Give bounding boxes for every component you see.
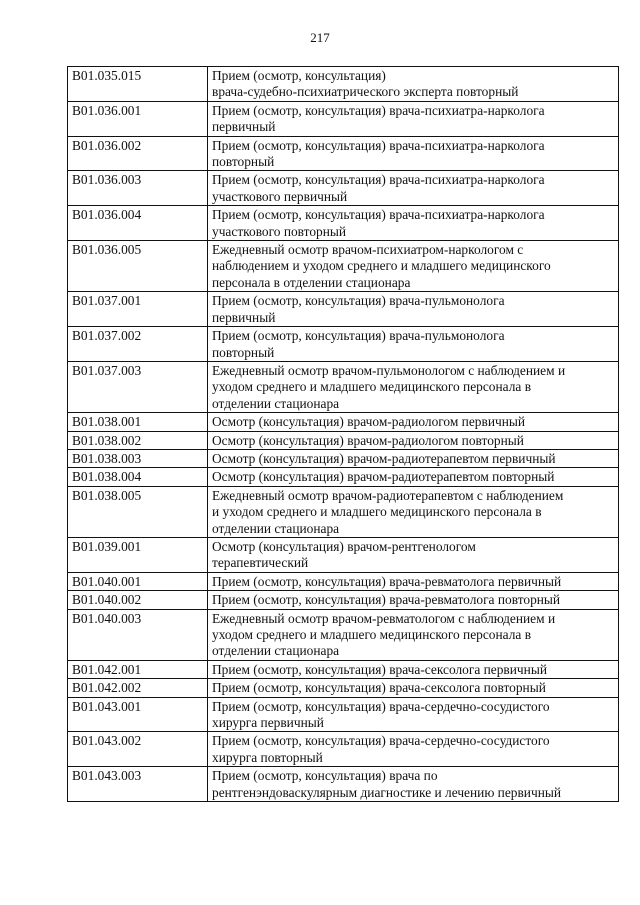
- service-description-line: Прием (осмотр, консультация) врача-сердечно-сосудистого: [212, 733, 550, 749]
- table-row: [68, 537, 619, 572]
- service-description-line: Прием (осмотр, консультация) врача по: [212, 768, 438, 784]
- service-description-line: Прием (осмотр, консультация): [212, 68, 386, 83]
- service-description-line: Осмотр (консультация) врачом-радиотерапевтом повторный: [212, 469, 555, 485]
- service-code: B01.036.003: [68, 171, 208, 206]
- table-row: [68, 206, 619, 241]
- service-code: B01.038.004: [68, 468, 208, 486]
- service-description: [208, 449, 619, 467]
- service-description: [208, 101, 619, 136]
- service-description-line: Ежедневный осмотр врачом-ревматологом с наблюдением и: [212, 610, 556, 626]
- table-row: [68, 609, 619, 660]
- service-description: [208, 431, 619, 449]
- service-description: [208, 468, 619, 486]
- table-row: [68, 361, 619, 412]
- service-code: B01.037.001: [68, 292, 208, 327]
- service-code: B01.040.002: [68, 591, 208, 609]
- table-row: [68, 431, 619, 449]
- service-description-line: участкового первичный: [212, 188, 348, 204]
- service-description-line: отделении стационара: [212, 395, 340, 411]
- service-description: [208, 292, 619, 327]
- service-code: B01.035.015: [68, 67, 208, 102]
- table-row: [68, 572, 619, 590]
- table-row: [68, 101, 619, 136]
- service-code: B01.037.002: [68, 327, 208, 362]
- table-row: [68, 679, 619, 697]
- service-description-line: участкового повторный: [212, 223, 347, 239]
- service-code: B01.036.005: [68, 241, 208, 292]
- service-code: B01.037.003: [68, 361, 208, 412]
- service-code: B01.038.002: [68, 431, 208, 449]
- service-description-line: терапевтический: [212, 555, 309, 571]
- service-code: B01.043.002: [68, 732, 208, 767]
- service-description-line: Осмотр (консультация) врачом-радиологом повторный: [212, 432, 524, 448]
- service-description-line: врача-судебно-психиатрического эксперта повторный: [212, 84, 519, 100]
- service-description-line: хирурга повторный: [212, 749, 323, 765]
- service-description: [208, 660, 619, 678]
- page-number: 217: [310, 30, 330, 45]
- table-row: [68, 697, 619, 732]
- service-description-line: Осмотр (консультация) врачом-рентгенологом: [212, 538, 476, 554]
- service-description-line: рентгенэндоваскулярным диагностике и лечению первичный: [212, 784, 562, 800]
- table-row: [68, 136, 619, 171]
- service-description-line: Ежедневный осмотр врачом-радиотерапевтом с наблюдением: [212, 487, 564, 503]
- table-row: [68, 67, 619, 102]
- service-description-line: отделении стационара: [212, 520, 340, 536]
- table-row: [68, 413, 619, 431]
- service-description: [208, 732, 619, 767]
- service-description: [208, 136, 619, 171]
- service-description: [208, 361, 619, 412]
- table-row: [68, 171, 619, 206]
- service-description-line: Прием (осмотр, консультация) врача-пульмонолога: [212, 293, 505, 309]
- service-code: B01.039.001: [68, 537, 208, 572]
- service-description: [208, 609, 619, 660]
- service-description: [208, 413, 619, 431]
- service-description: [208, 171, 619, 206]
- service-description-line: наблюдением и уходом среднего и младшего медицинского: [212, 258, 551, 274]
- service-description-line: Прием (осмотр, консультация) врача-сексолога первичный: [212, 661, 547, 677]
- service-description-line: Прием (осмотр, консультация) врача-ревматолога первичный: [212, 573, 562, 589]
- service-description-line: Прием (осмотр, консультация) врача-психиатра-нарколога: [212, 172, 545, 188]
- service-description-line: Прием (осмотр, консультация) врача-сердечно-сосудистого: [212, 698, 550, 714]
- service-code: B01.038.003: [68, 449, 208, 467]
- table-row: [68, 292, 619, 327]
- service-description-line: Прием (осмотр, консультация) врача-психиатра-нарколога: [212, 137, 545, 153]
- service-code: B01.040.001: [68, 572, 208, 590]
- service-description: [208, 67, 619, 102]
- services-table-body: [68, 67, 619, 802]
- service-description: [208, 206, 619, 241]
- service-description: [208, 537, 619, 572]
- service-description-line: отделении стационара: [212, 643, 340, 659]
- service-description: [208, 697, 619, 732]
- table-row: [68, 468, 619, 486]
- table-row: [68, 660, 619, 678]
- service-code: B01.043.001: [68, 697, 208, 732]
- service-description: [208, 591, 619, 609]
- service-description: [208, 241, 619, 292]
- service-description-line: Прием (осмотр, консультация) врача-пульмонолога: [212, 328, 505, 344]
- service-code: B01.042.001: [68, 660, 208, 678]
- services-table: [67, 66, 619, 802]
- service-description-line: Прием (осмотр, консультация) врача-ревматолога повторный: [212, 592, 561, 608]
- service-description: [208, 486, 619, 537]
- table-row: [68, 241, 619, 292]
- service-description-line: первичный: [212, 309, 276, 325]
- table-row: [68, 449, 619, 467]
- service-description: [208, 679, 619, 697]
- service-description: [208, 572, 619, 590]
- service-description-line: Прием (осмотр, консультация) врача-сексолога повторный: [212, 680, 546, 696]
- table-row: [68, 591, 619, 609]
- service-code: B01.042.002: [68, 679, 208, 697]
- service-description-line: Осмотр (консультация) врачом-радиотерапевтом первичный: [212, 450, 556, 466]
- service-description: [208, 327, 619, 362]
- service-description-line: первичный: [212, 119, 276, 135]
- service-description-line: Прием (осмотр, консультация) врача-психиатра-нарколога: [212, 102, 545, 118]
- service-description-line: и уходом среднего и младшего медицинского персонала в: [212, 504, 542, 520]
- service-code: B01.038.005: [68, 486, 208, 537]
- service-description-line: Ежедневный осмотр врачом-пульмонологом с наблюдением и: [212, 362, 566, 378]
- service-description-line: Ежедневный осмотр врачом-психиатром-наркологом с: [212, 242, 524, 258]
- service-code: B01.036.004: [68, 206, 208, 241]
- service-description-line: Прием (осмотр, консультация) врача-психиатра-нарколога: [212, 207, 545, 223]
- service-code: B01.040.003: [68, 609, 208, 660]
- service-description-line: уходом среднего и младшего медицинского персонала в: [212, 379, 532, 395]
- table-row: [68, 486, 619, 537]
- service-code: B01.036.002: [68, 136, 208, 171]
- service-code: B01.043.003: [68, 767, 208, 802]
- service-description-line: хирурга первичный: [212, 715, 324, 731]
- service-description-line: уходом среднего и младшего медицинского персонала в: [212, 627, 532, 642]
- service-description-line: повторный: [212, 154, 275, 170]
- service-code: B01.038.001: [68, 413, 208, 431]
- service-description-line: Осмотр (консультация) врачом-радиологом первичный: [212, 414, 526, 430]
- table-row: [68, 767, 619, 802]
- service-description-line: персонала в отделении стационара: [212, 274, 411, 290]
- table-row: [68, 732, 619, 767]
- service-code: B01.036.001: [68, 101, 208, 136]
- service-description-line: повторный: [212, 344, 275, 360]
- table-row: [68, 327, 619, 362]
- service-description: [208, 767, 619, 802]
